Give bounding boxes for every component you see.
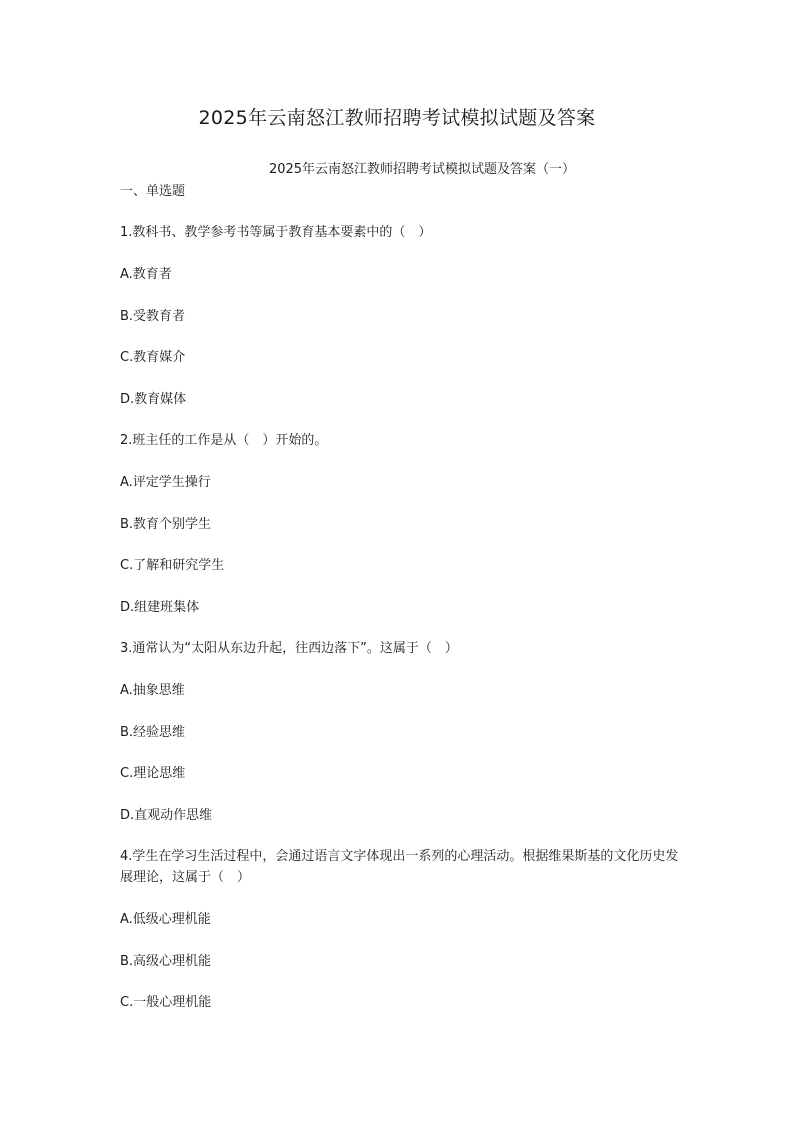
document-title: 2025年云南怒江教师招聘考试模拟试题及答案 [198,107,596,129]
answer-option: C.理论思维 [120,766,186,781]
question-stem: 1.教科书、教学参考书等属于教育基本要素中的（ ） [120,225,432,240]
question-stem: 4.学生在学习生活过程中，会通过语言文字体现出一系列的心理活动。根据维果斯基的文化历史发展理论，这属于（ ） [120,849,679,885]
answer-option: D.教育媒体 [120,392,187,407]
answer-option: B.高级心理机能 [120,954,212,969]
question-stem: 3.通常认为“太阳从东边升起，往西边落下”。这属于（ ） [120,641,458,656]
answer-option: C.教育媒介 [120,350,186,365]
answer-option: D.组建班集体 [120,600,200,615]
answer-option: A.评定学生操行 [120,475,211,490]
answer-option: C.了解和研究学生 [120,558,225,573]
section-heading: 一、单选题 [120,184,186,199]
answer-option: B.经验思维 [120,725,186,740]
answer-option: A.教育者 [120,267,172,282]
answer-option: B.受教育者 [120,309,186,324]
answer-option: B.教育个别学生 [120,517,212,532]
answer-option: A.低级心理机能 [120,912,211,927]
answer-option: A.抽象思维 [120,683,185,698]
answer-option: D.直观动作思维 [120,808,213,823]
document-subtitle: 2025年云南怒江教师招聘考试模拟试题及答案（一） [268,162,576,177]
answer-option: C.一般心理机能 [120,995,212,1010]
question-stem: 2.班主任的工作是从（ ）开始的。 [120,433,328,448]
